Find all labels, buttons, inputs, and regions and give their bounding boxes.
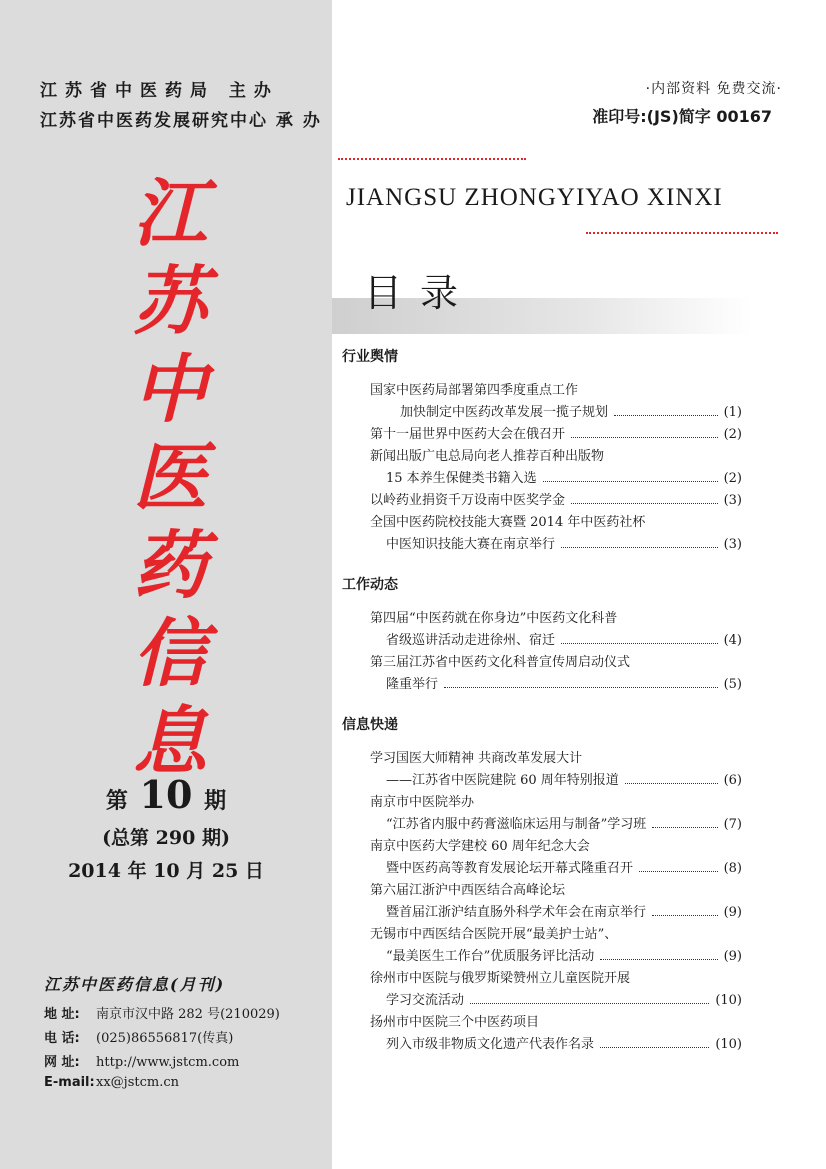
journal-title-vertical [120, 170, 220, 786]
toc-entry-subtitle: “江苏省内服中药膏滋临床运用与制备”学习班 [386, 817, 647, 832]
toc-entry-title: 第十一届世界中医药大会在俄召开 [370, 427, 566, 442]
toc-entry[interactable] [370, 512, 742, 556]
issue-suffix: 期 [204, 788, 227, 814]
leader-dots [571, 437, 718, 438]
leader-dots [652, 827, 717, 828]
dotted-divider [338, 158, 526, 160]
toc-entry-subtitle: 学习交流活动 [386, 993, 465, 1008]
toc-page-number: (6) [723, 773, 742, 788]
phone-label: 电 话: [44, 1031, 80, 1046]
toc-entry[interactable] [370, 792, 742, 836]
title-char: 信 [133, 611, 207, 697]
issue-number: 10 [139, 772, 193, 817]
toc-entry-line [370, 402, 742, 424]
toc-entry-title: 第三届江苏省中医药文化科普宣传周启动仪式 [370, 655, 631, 670]
total-issue: (总第 290 期) [102, 827, 230, 849]
leader-dots [561, 643, 718, 644]
leader-dots [444, 687, 718, 688]
toc-entry[interactable] [370, 490, 742, 512]
toc-page-number: (1) [723, 405, 742, 420]
website-row [44, 1051, 280, 1070]
toc-entry-title: 徐州市中医院与俄罗斯梁赞州立儿童医院开展 [370, 971, 631, 986]
phone-row [44, 1027, 280, 1046]
issue-prefix: 第 [105, 788, 128, 814]
toc-entry-title: 南京中医药大学建校 60 周年纪念大会 [370, 839, 590, 854]
email-row [44, 1075, 280, 1090]
leader-dots [625, 783, 718, 784]
toc-entry[interactable] [370, 748, 742, 792]
toc-entry[interactable] [370, 380, 742, 424]
phone-value: (025)86556817(传真) [96, 1031, 234, 1046]
toc-entry-line [370, 490, 742, 512]
toc-entry-line [370, 858, 742, 880]
publication-name: 江苏中医药信息(月刊) [44, 975, 226, 994]
address-row [44, 1003, 280, 1022]
toc-entry[interactable] [370, 1012, 742, 1056]
toc-entry-line [370, 630, 742, 652]
dotted-divider [586, 232, 778, 234]
toc-entry-line [370, 814, 742, 836]
toc-title: 目录 [364, 271, 477, 315]
toc-entry-title: 第四届“中医药就在你身边”中医药文化科普 [370, 611, 618, 626]
toc-entry-title: 新闻出版广电总局向老人推荐百种出版物 [370, 449, 605, 464]
toc-entry-title: 国家中医药局部署第四季度重点工作 [370, 383, 579, 398]
leader-dots [470, 1003, 709, 1004]
toc-entry-subtitle: 暨首届江浙沪结直肠外科学术年会在南京举行 [386, 905, 647, 920]
print-permit-number: 准印号:(JS)简字 00167 [592, 107, 772, 126]
leader-dots [543, 481, 718, 482]
toc-entry-subtitle: ——江苏省中医院建院 60 周年特别报道 [386, 773, 619, 788]
journal-title-pinyin: JIANGSU ZHONGYIYAO XINXI [346, 184, 723, 211]
toc-entry[interactable] [370, 608, 742, 652]
toc-entry-subtitle: 中医知识技能大赛在南京举行 [386, 537, 556, 552]
toc-entry-subtitle: 隆重举行 [386, 677, 439, 692]
toc-entry-subtitle: 15 本养生保健类书籍入选 [386, 471, 537, 486]
toc-entry[interactable] [370, 968, 742, 1012]
toc-entry-line [370, 1034, 742, 1056]
toc-page-number: (9) [723, 905, 742, 920]
toc-entry[interactable] [370, 880, 742, 924]
title-char: 药 [133, 523, 207, 609]
sponsor-line-1: 江苏省中医药局 主办 [40, 81, 279, 101]
toc-entry-subtitle: “最美医生工作台”优质服务评比活动 [386, 949, 595, 964]
toc-entry-line [370, 534, 742, 556]
leader-dots [614, 415, 718, 416]
leader-dots [571, 503, 718, 504]
toc-section-heading: 信息快递 [342, 717, 398, 733]
leader-dots [652, 915, 718, 916]
toc-entry-title: 全国中医药院校技能大赛暨 2014 年中医药社杯 [370, 515, 646, 530]
toc-entry-subtitle: 列入市级非物质文化遗产代表作名录 [386, 1037, 595, 1052]
toc-page-number: (9) [723, 949, 742, 964]
sponsor-line-2: 江苏省中医药发展研究中心 承 办 [40, 111, 322, 131]
toc-entry-title: 无锡市中西医结合医院开展“最美护士站”、 [370, 927, 618, 942]
toc-page-number: (8) [723, 861, 742, 876]
toc-page-number: (7) [723, 817, 742, 832]
website-link[interactable]: http://www.jstcm.com [96, 1055, 240, 1070]
toc-entry-title: 南京市中医院举办 [370, 795, 475, 810]
toc-entry-title: 扬州市中医院三个中医药项目 [370, 1015, 540, 1030]
toc-entry-title: 以岭药业捐资千万设南中医奖学金 [370, 493, 566, 508]
address-value: 南京市汉中路 282 号(210029) [96, 1007, 280, 1022]
toc-page-number: (5) [723, 677, 742, 692]
title-char: 医 [133, 435, 207, 521]
issue-date: 2014 年 10 月 25 日 [68, 860, 264, 882]
issue-number-line [0, 772, 332, 817]
toc-entry-title: 学习国医大师精神 共商改革发展大计 [370, 751, 583, 766]
address-label: 地 址: [44, 1007, 80, 1022]
email-link[interactable]: xx@jstcm.cn [96, 1075, 179, 1090]
toc-entry-subtitle: 暨中医药高等教育发展论坛开幕式隆重召开 [386, 861, 634, 876]
internal-notice: ·内部资料 免费交流· [645, 81, 782, 97]
toc-page-number: (10) [715, 1037, 742, 1052]
contact-block [44, 972, 280, 1090]
toc-entry-line [370, 990, 742, 1012]
toc-entry-line [370, 770, 742, 792]
leader-dots [639, 871, 718, 872]
toc-entry[interactable] [370, 652, 742, 696]
website-label: 网 址: [44, 1055, 80, 1070]
toc-entry[interactable] [370, 424, 742, 446]
toc-section-heading: 工作动态 [342, 577, 398, 593]
leader-dots [600, 1047, 709, 1048]
toc-page-number: (4) [723, 633, 742, 648]
toc-entry[interactable] [370, 924, 742, 968]
toc-page-number: (3) [723, 537, 742, 552]
title-char: 江 [133, 171, 207, 257]
toc-entry-line [370, 946, 742, 968]
title-char: 中 [133, 347, 207, 433]
toc-entry-subtitle: 加快制定中医药改革发展一揽子规划 [400, 405, 609, 420]
toc-page-number: (2) [723, 427, 742, 442]
toc-entry-line [370, 468, 742, 490]
toc-entry[interactable] [370, 446, 742, 490]
leader-dots [561, 547, 718, 548]
toc-page-number: (10) [715, 993, 742, 1008]
leader-dots [600, 959, 717, 960]
issue-info [0, 772, 332, 883]
title-char: 苏 [133, 259, 207, 345]
toc-entry[interactable] [370, 836, 742, 880]
toc-entry-line [370, 424, 742, 446]
toc-entry-title: 第六届江浙沪中西医结合高峰论坛 [370, 883, 566, 898]
toc-page-number: (2) [723, 471, 742, 486]
toc-entry-subtitle: 省级巡讲活动走进徐州、宿迁 [386, 633, 556, 648]
toc-page-number: (3) [723, 493, 742, 508]
toc-entry-line [370, 674, 742, 696]
toc-entry-line [370, 902, 742, 924]
title-char: 息 [133, 699, 207, 785]
toc-section-heading: 行业舆情 [342, 349, 398, 365]
email-label: E-mail: [44, 1075, 95, 1090]
